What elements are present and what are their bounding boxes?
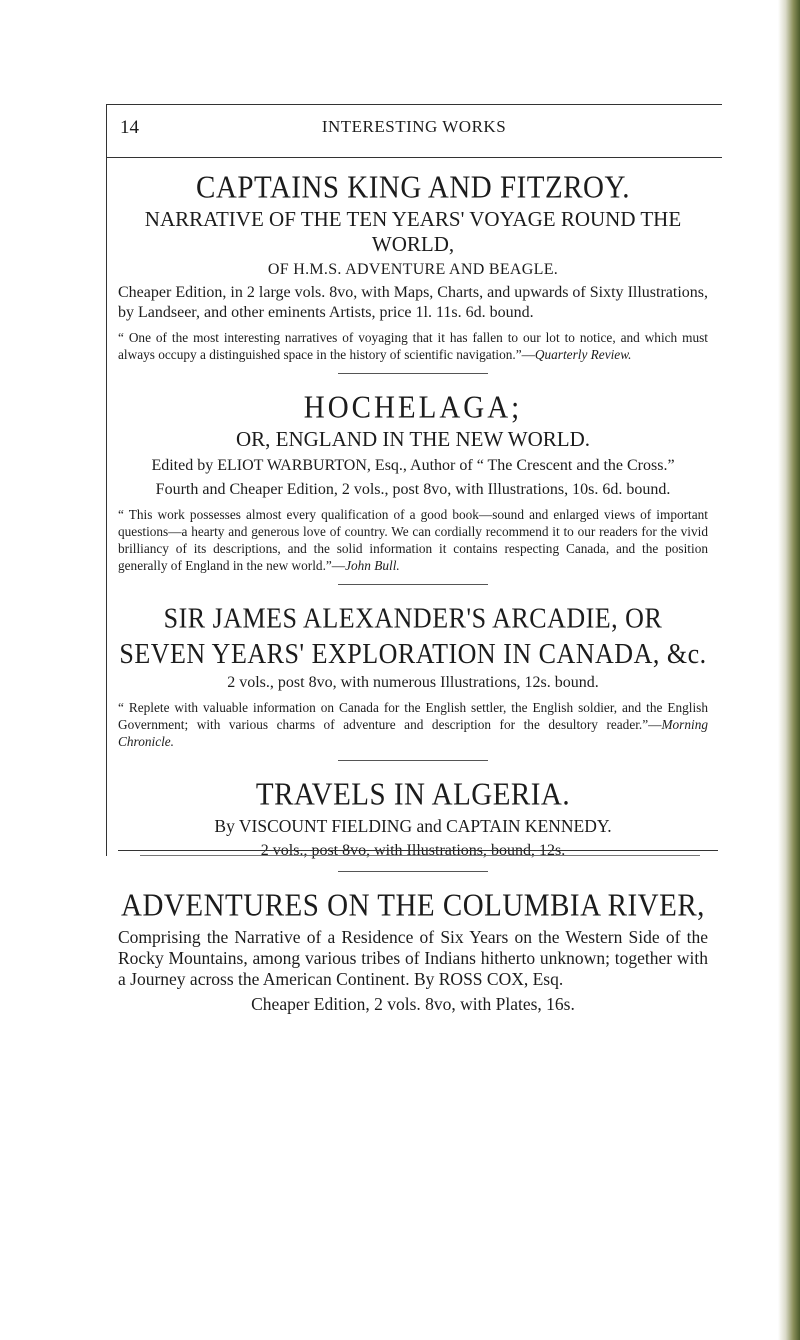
review-text: “ One of the most interesting narratives of voyaging that it has fallen to our lot to notice, and which must always occupy a distinguished space in the history of scientific navigation.”— <box>118 330 708 362</box>
book-description: 2 vols., post 8vo, with Illustrations, bound, 12s. <box>260 842 566 859</box>
bottom-rule <box>118 850 718 851</box>
book-subtitle: NARRATIVE OF THE TEN YEARS' VOYAGE ROUND THE WORLD, <box>144 207 682 256</box>
page-header <box>106 104 722 158</box>
book-editor: Edited by ELIOT WARBURTON, Esq., Author of “ The Crescent and the Cross.” <box>151 457 675 474</box>
book-review <box>118 506 708 574</box>
book-entry-algeria <box>118 779 708 872</box>
book-entry-arcadie <box>118 603 708 761</box>
book-description: 2 vols., post 8vo, with numerous Illustrations, 12s. bound. <box>227 674 599 691</box>
section-rule <box>338 584 488 585</box>
book-entry-columbia-river <box>118 890 708 1015</box>
book-title: ADVENTURES ON THE COLUMBIA RIVER, <box>121 888 705 924</box>
page-number: 14 <box>120 117 139 138</box>
book-description: Comprising the Narrative of a Residence of Six Years on the Western Side of the Rocky Mountains, among various tribes of Indians hitherto unknown; together with a Journey across the American Continent. By ROSS COX, Esq. <box>118 927 708 989</box>
book-entry-king-fitzroy <box>118 172 708 374</box>
book-edition: Cheaper Edition, 2 vols. 8vo, with Plates, 16s. <box>251 994 575 1014</box>
review-text: “ Replete with valuable information on Canada for the English settler, the English soldier, and the English Government; with various charms of adventure and description for the desultory reader.”— <box>118 700 708 732</box>
book-entry-hochelaga <box>118 392 708 585</box>
section-rule <box>338 373 488 374</box>
book-title: CAPTAINS KING AND FITZROY. <box>196 170 630 206</box>
page-content <box>118 172 708 1033</box>
review-source: Morning Chronicle. <box>118 717 708 749</box>
review-text: “ This work possesses almost every qualification of a good book—sound and enlarged views of important questions—a hearty and generous love of country. We can cordially recommend it to our readers for the vivid brilliancy of its descriptions, and the solid information it contains respecting Canada, and the position generally of England in the new world.”— <box>118 507 708 573</box>
book-subtitle-line: OF H.M.S. ADVENTURE AND BEAGLE. <box>267 261 559 278</box>
review-source: John Bull. <box>345 558 400 573</box>
page-edge-shadow <box>778 0 800 1340</box>
book-title: TRAVELS IN ALGERIA. <box>255 777 571 813</box>
book-title: HOCHELAGA; <box>303 390 523 426</box>
bottom-rule-secondary <box>140 855 700 856</box>
book-authors: By VISCOUNT FIELDING and CAPTAIN KENNEDY. <box>214 816 612 836</box>
running-title: INTERESTING WORKS <box>321 117 507 136</box>
book-description: Cheaper Edition, in 2 large vols. 8vo, with Maps, Charts, and upwards of Sixty Illustrations, by Landseer, and other eminents Artists, price 1l. 11s. 6d. bound. <box>118 284 708 321</box>
book-subtitle: OR, ENGLAND IN THE NEW WORLD. <box>235 427 591 451</box>
review-source: Quarterly Review. <box>534 347 632 362</box>
book-review <box>118 329 708 363</box>
section-rule <box>338 871 488 872</box>
book-title: SIR JAMES ALEXANDER'S ARCADIE, OR SEVEN YEARS' EXPLORATION IN CANADA, &c. <box>119 602 707 670</box>
book-description: Fourth and Cheaper Edition, 2 vols., post 8vo, with Illustrations, 10s. 6d. bound. <box>155 481 671 498</box>
book-review <box>118 699 708 750</box>
section-rule <box>338 760 488 761</box>
